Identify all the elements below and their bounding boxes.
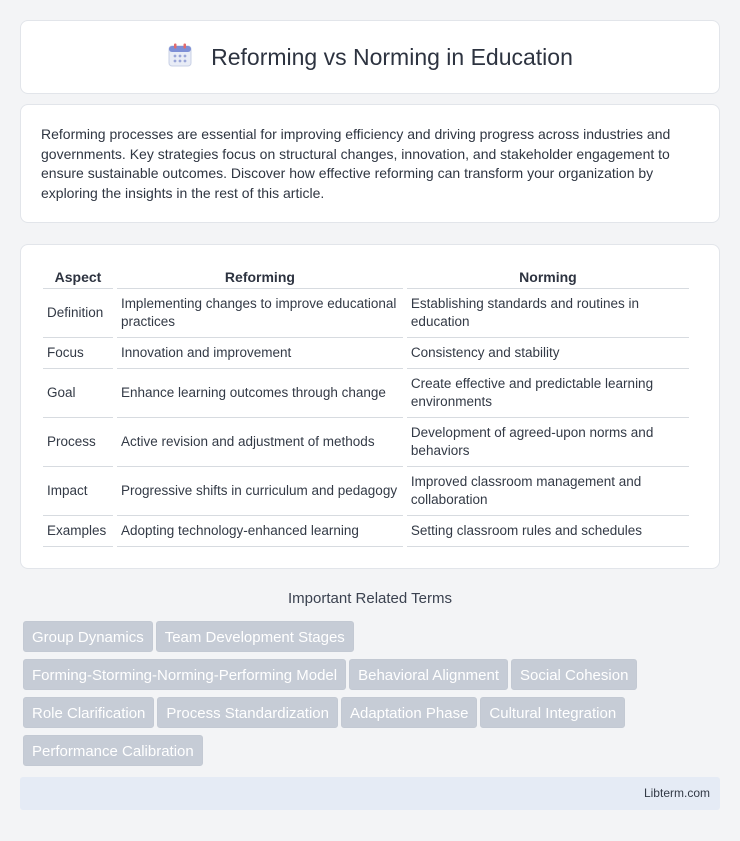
row-reforming: Adopting technology-enhanced learning [117, 516, 403, 547]
comparison-table [39, 265, 693, 547]
row-reforming: Innovation and improvement [117, 338, 403, 369]
row-aspect: Process [43, 418, 113, 467]
row-reforming: Active revision and adjustment of methods [117, 418, 403, 467]
row-reforming: Enhance learning outcomes through change [117, 369, 403, 418]
comparison-table-card [20, 244, 720, 569]
row-norming: Consistency and stability [407, 338, 689, 369]
row-reforming: Implementing changes to improve educational practices [117, 289, 403, 338]
header-reforming: Reforming [117, 265, 403, 289]
related-term-tag[interactable]: Role Clarification [23, 697, 154, 728]
row-norming: Create effective and predictable learning environments [407, 369, 689, 418]
header-card [20, 20, 720, 94]
calendar-icon [167, 42, 193, 73]
table-row [43, 289, 689, 338]
related-term-tag[interactable]: Cultural Integration [480, 697, 625, 728]
header-norming: Norming [407, 265, 689, 289]
related-term-tag[interactable]: Behavioral Alignment [349, 659, 508, 690]
table-row [43, 418, 689, 467]
row-norming: Establishing standards and routines in education [407, 289, 689, 338]
related-term-tag[interactable]: Team Development Stages [156, 621, 354, 652]
row-reforming: Progressive shifts in curriculum and pedagogy [117, 467, 403, 516]
row-norming: Development of agreed-upon norms and behaviors [407, 418, 689, 467]
related-term-tag[interactable]: Performance Calibration [23, 735, 203, 766]
intro-text: Reforming processes are essential for improving efficiency and driving progress across industries and governments. Key strategies focus on structural changes, innovation, and stakeholder engagement to ensure sustainable outcomes. Discover how effective reforming can transform your organization by exploring the insights in the rest of this article. [41, 126, 671, 201]
intro-card [20, 104, 720, 223]
footer [20, 777, 720, 810]
row-aspect: Examples [43, 516, 113, 547]
related-term-tag[interactable]: Forming-Storming-Norming-Performing Model [23, 659, 346, 690]
row-aspect: Goal [43, 369, 113, 418]
row-aspect: Focus [43, 338, 113, 369]
row-norming: Setting classroom rules and schedules [407, 516, 689, 547]
row-norming: Improved classroom management and collaboration [407, 467, 689, 516]
table-row [43, 338, 689, 369]
row-aspect: Definition [43, 289, 113, 338]
related-term-tag[interactable]: Process Standardization [157, 697, 338, 728]
footer-brand-link[interactable]: Libterm.com [643, 786, 710, 800]
header-aspect: Aspect [43, 265, 113, 289]
row-aspect: Impact [43, 467, 113, 516]
page-title: Reforming vs Norming in Education [211, 43, 573, 70]
related-term-tag[interactable]: Adaptation Phase [341, 697, 477, 728]
table-header-row [43, 265, 689, 289]
related-terms-title: Important Related Terms [288, 590, 452, 607]
related-term-tag[interactable]: Group Dynamics [23, 621, 153, 652]
table-row [43, 516, 689, 547]
table-row [43, 467, 689, 516]
table-row [43, 369, 689, 418]
related-terms-list [23, 621, 703, 773]
related-term-tag[interactable]: Social Cohesion [511, 659, 637, 690]
